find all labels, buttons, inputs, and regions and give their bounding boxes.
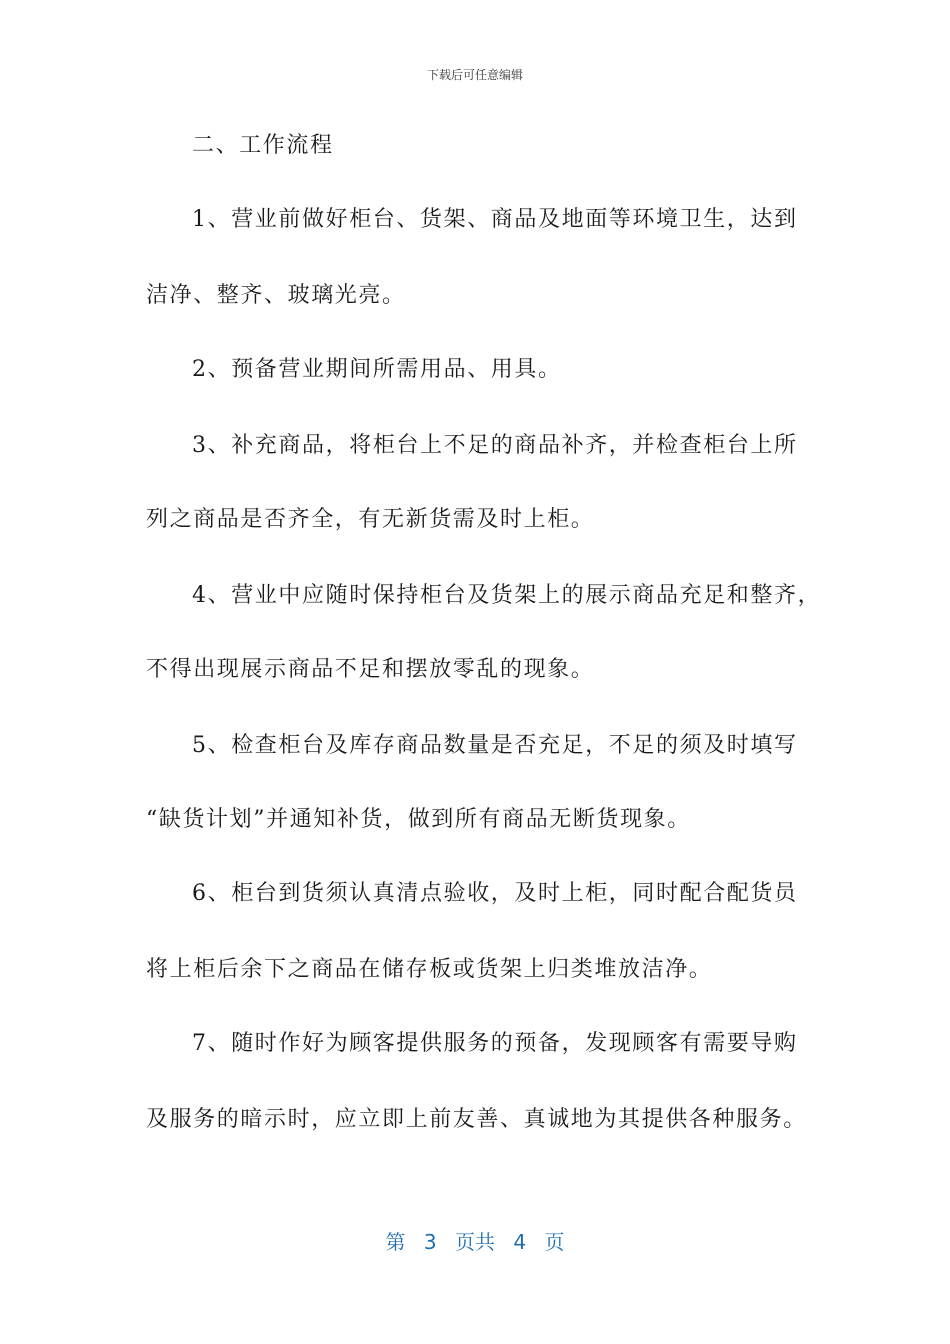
footer-prefix: 第 [385,1230,406,1254]
footer-total-pages: 4 [513,1230,527,1254]
paragraph-line: 4、营业中应随时保持柜台及货架上的展示商品充足和整齐， [192,583,822,608]
paragraph-line: 不得出现展示商品不足和摆放零乱的现象。 [146,657,595,682]
paragraph-line: 6、柜台到货须认真清点验收，及时上柜，同时配合配货员 [192,881,798,906]
page-header: 下载后可任意编辑 [426,68,523,82]
section-heading: 二、工作流程 [192,133,334,158]
paragraph-line: 7、随时作好为顾客提供服务的预备，发现顾客有需要导购 [192,1031,798,1056]
paragraph-line: 将上柜后余下之商品在储存板或货架上归类堆放洁净。 [146,957,713,982]
footer-page-number: 3 [423,1230,437,1254]
footer-middle: 页共 [455,1230,495,1254]
paragraph-line: 列之商品是否齐全，有无新货需及时上柜。 [146,507,595,532]
paragraph-line: “缺货计划”并通知补货，做到所有商品无断货现象。 [146,807,691,832]
footer-suffix: 页 [544,1230,565,1254]
paragraph-line: 3、补充商品，将柜台上不足的商品补齐，并检查柜台上所 [192,433,798,458]
paragraph-line: 及服务的暗示时，应立即上前友善、真诚地为其提供各种服务。 [146,1107,807,1132]
page-footer [0,1226,950,1255]
paragraph-line: 5、检查柜台及库存商品数量是否充足，不足的须及时填写 [192,733,798,758]
paragraph-line: 洁净、整齐、玻璃光亮。 [146,283,406,308]
paragraph-line: 1、营业前做好柜台、货架、商品及地面等环境卫生，达到 [192,207,798,232]
paragraph-line: 2、预备营业期间所需用品、用具。 [192,357,562,382]
